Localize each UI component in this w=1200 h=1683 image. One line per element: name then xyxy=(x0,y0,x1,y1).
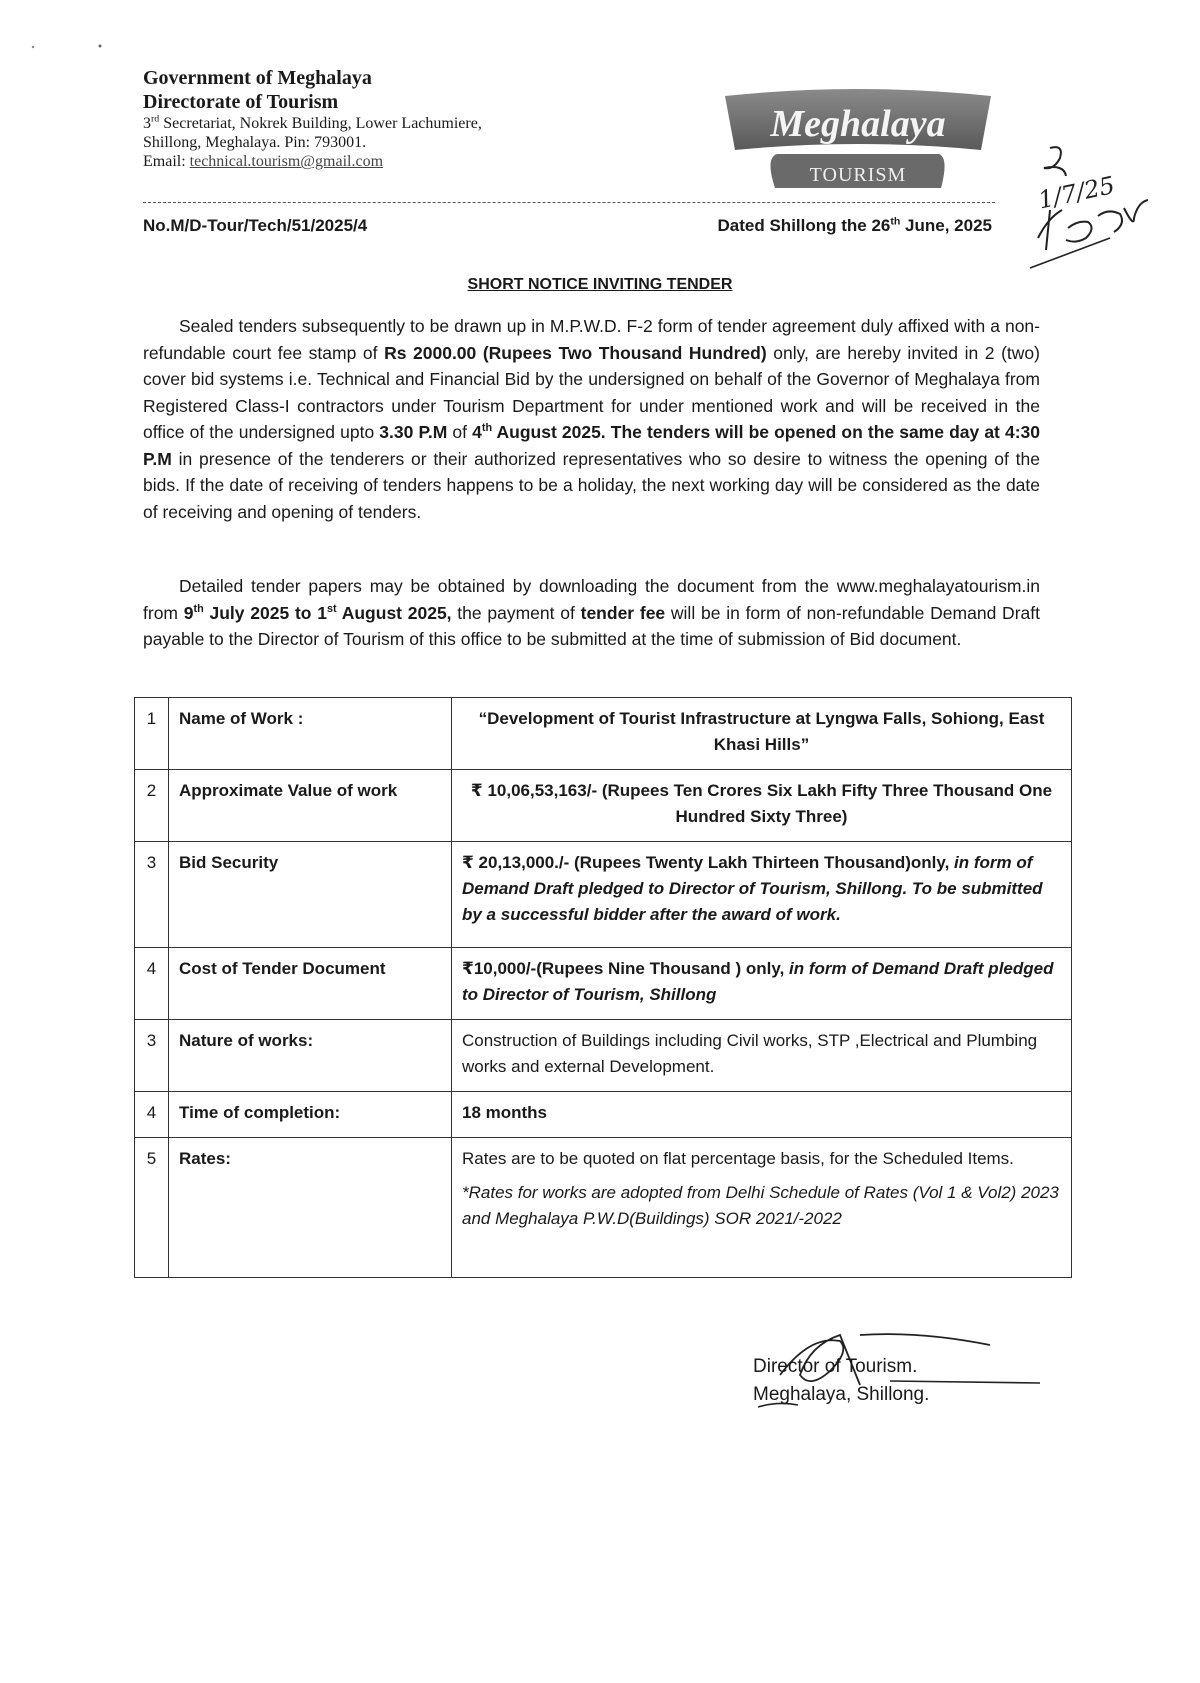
row-label: Time of completion: xyxy=(169,1092,452,1138)
email-link[interactable]: technical.tourism@gmail.com xyxy=(189,153,384,171)
handwritten-note xyxy=(1020,138,1180,298)
dated-prefix: Dated Shillong the 26 xyxy=(717,216,891,235)
org-government: Government of Meghalaya xyxy=(143,67,372,89)
p2-tender-fee: tender fee xyxy=(580,602,666,623)
p2-text-a: Detailed tender papers may be obtained by downloading the document from the www.meghalayatourism.in from xyxy=(143,576,1040,623)
table-row xyxy=(135,1092,1072,1138)
p2-day2: July 2025 to 1 xyxy=(203,602,327,623)
table-row xyxy=(135,770,1072,842)
tender-cost-amount: ₹10,000/-(Rupees Nine Thousand ) only, xyxy=(462,959,785,978)
header-divider xyxy=(143,202,995,203)
p1-day: 4 xyxy=(472,422,482,442)
signatory-location: Meghalaya, Shillong. xyxy=(753,1384,930,1405)
row-number: 1 xyxy=(135,698,169,770)
row-label: Bid Security xyxy=(169,842,452,948)
bid-security-terms: in form of Demand Draft pledged to Director of Tourism, Shillong. To be submitted by a successful bidder after the award of work. xyxy=(462,853,1043,924)
row-number: 2 xyxy=(135,770,169,842)
meghalaya-tourism-logo xyxy=(717,88,999,192)
row-value: 18 months xyxy=(452,1092,1072,1138)
address-number: 3 xyxy=(143,115,151,132)
row-value xyxy=(452,842,1072,948)
p1-opening: August 2025. The tenders will be opened on the same day at 4:30 P.M xyxy=(143,422,1040,469)
handwritten-date: 1/7/25 xyxy=(1035,170,1118,215)
signature-block xyxy=(753,1353,929,1409)
row-number: 5 xyxy=(135,1138,169,1278)
org-directorate: Directorate of Tourism xyxy=(143,91,339,113)
p2-day1: 9 xyxy=(183,602,194,623)
row-value xyxy=(452,1138,1072,1278)
dated-line xyxy=(718,216,992,236)
table-row xyxy=(135,1020,1072,1092)
signatory-title: Director of Tourism. xyxy=(753,1356,918,1377)
address-line1 xyxy=(143,114,482,133)
address-line2: Shillong, Meghalaya. Pin: 793001. xyxy=(143,134,367,152)
p2-day2-sup: st xyxy=(326,602,337,615)
tender-cost-terms: in form of Demand Draft pledged to Director of Tourism, Shillong xyxy=(462,959,1054,1004)
table-row xyxy=(135,948,1072,1020)
p1-time: 3.30 P.M xyxy=(379,422,448,442)
row-value xyxy=(452,948,1072,1020)
dated-sup: th xyxy=(890,215,901,228)
rates-note: *Rates for works are adopted from Delhi Schedule of Rates (Vol 1 & Vol2) 2023 and Meghalaya P.W.D(Buildings) SOR 2021/-2022 xyxy=(462,1183,1059,1228)
table-row xyxy=(135,842,1072,948)
row-label: Approximate Value of work xyxy=(169,770,452,842)
table-row xyxy=(135,1138,1072,1278)
email-line xyxy=(143,152,482,171)
p2-dates xyxy=(184,603,452,623)
p1-text-h: in presence of the tenderers or their authorized representatives who so desire to witness the opening of the bids. If the date of receiving of tenders happens to be a holiday, the next working day will be considered as the date of receiving and opening of tenders. xyxy=(143,448,1040,522)
p1-court-fee: Rs 2000.00 (Rupees Two Thousand Hundred) xyxy=(384,342,767,363)
p1-text-c: only, are hereby invited in 2 (two) cover bid systems i.e. Technical and Financial Bid by the undersigned on behalf of the Governor of Meghalaya from Registered Class-I contractors under Tourism Department for under mentioned work and will be received in the office of the undersigned upto xyxy=(143,342,1040,442)
row-number: 3 xyxy=(135,842,169,948)
p2-day1-sup: th xyxy=(193,602,204,615)
row-label: Rates: xyxy=(169,1138,452,1278)
p2-text-c: the payment of xyxy=(451,602,581,623)
row-label: Name of Work : xyxy=(169,698,452,770)
table-row xyxy=(135,698,1072,770)
scan-speck xyxy=(30,42,105,52)
row-number: 3 xyxy=(135,1020,169,1092)
row-number: 4 xyxy=(135,948,169,1020)
address-rest: Secretariat, Nokrek Building, Lower Lachumiere, xyxy=(159,115,482,132)
p1-text-a: Sealed tenders subsequently to be drawn up in M.P.W.D. F-2 form of tender agreement duly affixed with a non-refundable court fee stamp of xyxy=(143,316,1040,363)
tender-details-table xyxy=(134,697,1072,1278)
p2-text-e: will be in form of non-refundable Demand Draft payable to the Director of Tourism of this office to be submitted at the time of submission of Bid document. xyxy=(143,602,1040,649)
row-value: Construction of Buildings including Civil works, STP ,Electrical and Plumbing works and external Development. xyxy=(452,1020,1072,1092)
paragraph-invitation xyxy=(143,313,1040,525)
rates-text: Rates are to be quoted on flat percentage basis, for the Scheduled Items. xyxy=(462,1149,1014,1168)
p1-text-e: of xyxy=(447,422,473,442)
p2-year: August 2025, xyxy=(336,602,452,623)
notice-title: SHORT NOTICE INVITING TENDER xyxy=(467,276,733,293)
p1-day-sup: th xyxy=(481,422,493,435)
paragraph-download xyxy=(143,573,1040,653)
row-label: Nature of works: xyxy=(169,1020,452,1092)
reference-number: No.M/D-Tour/Tech/51/2025/4 xyxy=(143,216,368,235)
row-label: Cost of Tender Document xyxy=(169,948,452,1020)
email-label: Email: xyxy=(143,153,190,171)
dated-suffix: June, 2025 xyxy=(900,216,992,235)
bid-security-amount: ₹ 20,13,000./- (Rupees Twenty Lakh Thirteen Thousand)only, xyxy=(462,853,950,872)
logo-word: Meghalaya xyxy=(770,103,946,145)
row-number: 4 xyxy=(135,1092,169,1138)
address-sup: rd xyxy=(151,113,160,125)
letterhead xyxy=(143,66,482,172)
row-value: ₹ 10,06,53,163/- (Rupees Ten Crores Six Lakh Fifty Three Thousand One Hundred Sixty Three) xyxy=(452,770,1072,842)
logo-sub: TOURISM xyxy=(809,164,907,186)
row-value: “Development of Tourist Infrastructure at Lyngwa Falls, Sohiong, East Khasi Hills” xyxy=(452,698,1072,770)
